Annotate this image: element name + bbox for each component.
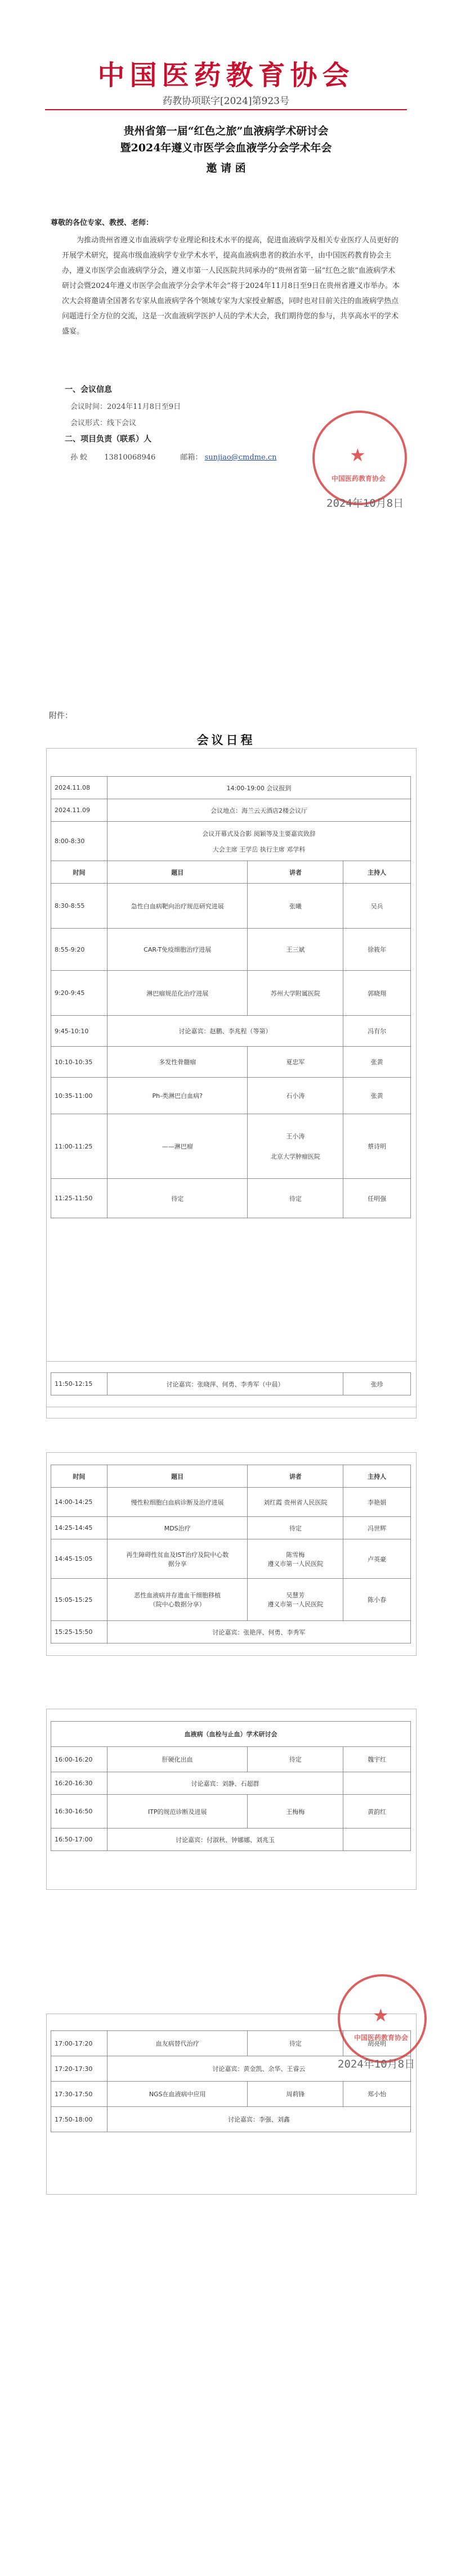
cell-topic: 血友病替代治疗 bbox=[107, 2031, 248, 2056]
col-header-topic: 题目 bbox=[107, 861, 248, 884]
cell-topic: ——淋巴瘤 bbox=[107, 1114, 248, 1179]
cell-time: 16:30-16:50 bbox=[51, 1795, 108, 1829]
table-header-row bbox=[51, 1465, 411, 1488]
cell-discussion: 讨论嘉宾：刘静、石超群 bbox=[107, 1772, 343, 1795]
event-title-line2: 暨2024年遵义市医学会血液学分会学术年会 bbox=[120, 142, 332, 154]
cell-host: 黄韵红 bbox=[343, 1795, 411, 1829]
table-row bbox=[51, 822, 411, 861]
table-row bbox=[51, 971, 411, 1016]
cell-discussion: 讨论嘉宾：赵鹏、李兆程（等第） bbox=[107, 1016, 343, 1047]
cell-time: 16:50-17:00 bbox=[51, 1829, 108, 1851]
section-meeting-info: 一、会议信息 bbox=[65, 385, 112, 394]
speaker-affiliation: 北京大学肿瘤医院 bbox=[270, 1153, 320, 1160]
contact-name: 孙 蛟 bbox=[70, 453, 88, 462]
cell-topic: 急性白血病靶向治疗规范研究进展 bbox=[107, 884, 248, 929]
event-title-line1: 贵州省第一届“红色之旅”血液病学术研讨会 bbox=[123, 125, 329, 137]
cell-host: 陈小春 bbox=[343, 1579, 411, 1621]
cell-time: 10:35-11:00 bbox=[51, 1078, 108, 1114]
table-row bbox=[51, 1179, 411, 1218]
cell-time: 17:50-18:00 bbox=[51, 2107, 108, 2132]
appendix-label: 附件： bbox=[49, 711, 73, 720]
table-row bbox=[51, 2107, 411, 2132]
cell-host-empty bbox=[343, 1829, 411, 1851]
cell-topic: 肝硬化出血 bbox=[107, 1747, 248, 1772]
col-header-time: 时间 bbox=[51, 1465, 108, 1488]
topic-line: 再生障碍性贫血及IST治疗及院中心数 bbox=[126, 1551, 229, 1559]
cell-topic: 慢性粒细胞白血病诊断及治疗进展 bbox=[107, 1488, 248, 1517]
cell-speaker: 待定 bbox=[248, 2031, 343, 2056]
cell-topic: MDS治疗 bbox=[107, 1517, 248, 1539]
table-row bbox=[51, 1795, 411, 1829]
session-title: 血液病（血栓与止血）学术研讨会 bbox=[51, 1722, 411, 1747]
cell-time: 15:25-15:50 bbox=[51, 1621, 108, 1643]
table-row bbox=[51, 1517, 411, 1539]
cell-discussion: 讨论嘉宾：张艳萍、何勇、李秀军 bbox=[107, 1621, 410, 1643]
cell-time: 17:20-17:30 bbox=[51, 2056, 108, 2082]
red-divider bbox=[45, 109, 407, 110]
cell-host: 蔡诗明 bbox=[343, 1114, 411, 1179]
cell-speaker bbox=[248, 1579, 343, 1621]
cell-host: 冯有尔 bbox=[343, 1016, 411, 1047]
opening-line2: 大会主席 王学岳 执行主席 邓学科 bbox=[212, 845, 306, 853]
table-header-row bbox=[51, 861, 411, 884]
schedule-table-afternoon bbox=[51, 1465, 411, 1643]
cell-topic: NGS在血液病中应用 bbox=[107, 2082, 248, 2107]
cell-speaker: 夏忠军 bbox=[248, 1047, 343, 1078]
cell-topic: CAR-T免疫细胞治疗进展 bbox=[107, 929, 248, 971]
cell-host: 郭晓翔 bbox=[343, 971, 411, 1016]
speaker-name: 吴慧芳 bbox=[286, 1592, 305, 1599]
table-row bbox=[51, 1722, 411, 1747]
cell-speaker: 待定 bbox=[248, 1517, 343, 1539]
cell-time: 14:25-14:45 bbox=[51, 1517, 108, 1539]
cell-time: 16:20-16:30 bbox=[51, 1772, 108, 1795]
cell-host: 徐筱年 bbox=[343, 929, 411, 971]
section-contact: 二、项目负责（联系）人 bbox=[65, 435, 151, 444]
cell-topic: Ph-类淋巴白血病? bbox=[107, 1078, 248, 1114]
table-row bbox=[51, 1539, 411, 1579]
cell-time: 11:25-11:50 bbox=[51, 1179, 108, 1218]
seal-text: 中国医药教育协会 bbox=[332, 475, 386, 483]
cell-speaker: 王三斌 bbox=[248, 929, 343, 971]
col-header-time: 时间 bbox=[51, 861, 108, 884]
cell-time: 17:30-17:50 bbox=[51, 2082, 108, 2107]
table-row bbox=[51, 1829, 411, 1851]
issue-date: 2024年10月8日 bbox=[326, 497, 404, 510]
document-number: 药教协项联字[2024]第923号 bbox=[163, 96, 289, 107]
cell-discussion: 讨论嘉宾：李强、刘鑫 bbox=[107, 2107, 410, 2132]
topic-line: 据分享 bbox=[168, 1560, 187, 1568]
opening-time: 8:00-8:30 bbox=[51, 822, 108, 861]
seal-star-icon: ★ bbox=[350, 444, 366, 466]
cell-discussion: 讨论嘉宾：黄金凯、余华、王睿云 bbox=[107, 2056, 410, 2082]
table-row bbox=[51, 1579, 411, 1621]
cell-topic: 待定 bbox=[107, 1179, 248, 1218]
venue-date: 2024.11.09 bbox=[51, 799, 108, 822]
table-row bbox=[51, 929, 411, 971]
table-row bbox=[51, 799, 411, 822]
speaker-affiliation: 遵义市第一人民医院 bbox=[267, 1601, 324, 1608]
table-row bbox=[51, 1488, 411, 1517]
speaker-name: 陈雪梅 bbox=[286, 1551, 305, 1559]
contact-email[interactable]: sunjiao@cmdme.cn bbox=[204, 453, 277, 462]
reg-time: 14:00-19:00 会议报到 bbox=[107, 777, 410, 799]
col-header-topic: 题目 bbox=[107, 1465, 248, 1488]
cell-time: 11:00-11:25 bbox=[51, 1114, 108, 1179]
table-row bbox=[51, 1772, 411, 1795]
cell-speaker: 周莉锋 bbox=[248, 2082, 343, 2107]
cell-topic bbox=[107, 1539, 248, 1579]
cell-topic: 多发性骨髓瘤 bbox=[107, 1047, 248, 1078]
cell-host: 张珍 bbox=[343, 1373, 411, 1395]
cell-speaker: 苏州大学附属医院 bbox=[248, 971, 343, 1016]
opening-line1: 会议开幕式及合影 阅颖等及主要嘉宾致辞 bbox=[202, 830, 316, 837]
cell-time: 8:55-9:20 bbox=[51, 929, 108, 971]
meeting-form: 会议形式：线下会议 bbox=[70, 419, 137, 427]
table-row bbox=[51, 1621, 411, 1643]
invitation-heading: 邀 请 函 bbox=[206, 162, 246, 174]
cell-time: 16:00-16:20 bbox=[51, 1747, 108, 1772]
cell-speaker: 石小涛 bbox=[248, 1078, 343, 1114]
cell-topic bbox=[107, 1579, 248, 1621]
cell-speaker bbox=[248, 1114, 343, 1179]
cell-speaker: 刘红霞 贵州省人民医院 bbox=[248, 1488, 343, 1517]
col-header-host: 主持人 bbox=[343, 1465, 411, 1488]
cell-host: 魏宇红 bbox=[343, 1747, 411, 1772]
speaker-name: 王小涛 bbox=[286, 1133, 305, 1140]
cell-host: 任明强 bbox=[343, 1179, 411, 1218]
contact-phone: 13810068946 bbox=[104, 453, 156, 462]
reg-date: 2024.11.08 bbox=[51, 777, 108, 799]
cell-host: 李艳娟 bbox=[343, 1488, 411, 1517]
table-row bbox=[51, 1747, 411, 1772]
cell-speaker bbox=[248, 1539, 343, 1579]
meeting-time: 会议时间：2024年11月8日至9日 bbox=[70, 403, 181, 411]
org-title: 中国医药教育协会 bbox=[97, 60, 355, 91]
seal-star-icon: ★ bbox=[373, 2005, 389, 2026]
schedule-table-morning bbox=[51, 776, 411, 1218]
venue: 会议地点：海兰云天酒店2楼会议厅 bbox=[107, 799, 410, 822]
contact-line bbox=[70, 451, 276, 462]
cell-discussion: 讨论嘉宾：张晓萍、何勇、李秀军（中晨） bbox=[107, 1373, 343, 1395]
table-row bbox=[51, 1114, 411, 1179]
opening-ceremony bbox=[107, 822, 410, 861]
table-row bbox=[51, 1373, 411, 1395]
seal-text: 中国医药教育协会 bbox=[354, 2034, 409, 2042]
cell-time: 14:00-14:25 bbox=[51, 1488, 108, 1517]
topic-line: 恶性血液病并存遗血干细胞移植 bbox=[134, 1592, 221, 1599]
email-label: 邮箱： bbox=[180, 453, 203, 462]
cell-time: 17:00-17:20 bbox=[51, 2031, 108, 2056]
cell-host: 吴兵 bbox=[343, 884, 411, 929]
cell-speaker: 待定 bbox=[248, 1747, 343, 1772]
schedule-title: 会议日程 bbox=[196, 733, 256, 747]
table-row bbox=[51, 1016, 411, 1047]
issue-date-bottom: 2024年10月8日 bbox=[338, 2058, 415, 2070]
cell-time: 8:30-8:55 bbox=[51, 884, 108, 929]
col-header-speaker: 讲者 bbox=[248, 861, 343, 884]
cell-topic: ITP的规范诊断及进展 bbox=[107, 1795, 248, 1829]
col-header-speaker: 讲者 bbox=[248, 1465, 343, 1488]
topic-line: （院中心数据分享） bbox=[149, 1601, 205, 1608]
official-seal bbox=[312, 411, 407, 505]
cell-discussion: 讨论嘉宾：付淑秋、钟娜娜、刘兆玉 bbox=[107, 1829, 343, 1851]
cell-host: 张黄 bbox=[343, 1047, 411, 1078]
cell-time: 9:20-9:45 bbox=[51, 971, 108, 1016]
invitation-paragraph: 为推动贵州省遵义市血液病学专业理论和技术水平的提高，促进血液病学及相关专业医疗人员更好的开展学术研究，提高市级血液病学专业学术水平，提高血液病患者的救治水平，由中国医药教育协会主办，遵义市医学会血液病学分会，遵义市第一人民医院共同承办的“贵州省第一届“红色之旅”血液病学术研讨会暨2024年遵义市医学会血液学分会学术年会”将于2024年11月8日至9日在贵州省遵义市举办。本次大会将邀请全国著名专家从血液病学各个领域专家为大家授业解惑，同时也对目前关注的血液病学热点问题进行全方位的交流，这是一次血液病学医护人员的学术大会，我们期待您的参与，共享高水平的学术盛宴。 bbox=[62, 236, 400, 336]
cell-host: 卢英豪 bbox=[343, 1539, 411, 1579]
cell-time: 11:50-12:15 bbox=[51, 1373, 108, 1395]
cell-host-empty bbox=[343, 1772, 411, 1795]
cell-time: 14:45-15:05 bbox=[51, 1539, 108, 1579]
speaker-affiliation: 遵义市第一人民医院 bbox=[267, 1560, 324, 1568]
official-seal-bottom bbox=[338, 1974, 427, 2063]
greeting: 尊敬的各位专家、教授、老师： bbox=[51, 219, 154, 227]
table-row bbox=[51, 884, 411, 929]
cell-time: 9:45-10:10 bbox=[51, 1016, 108, 1047]
schedule-table-noon-discussion bbox=[51, 1372, 411, 1395]
table-row bbox=[51, 2082, 411, 2107]
cell-topic: 淋巴瘤规范化治疗进展 bbox=[107, 971, 248, 1016]
table-row bbox=[51, 1047, 411, 1078]
cell-host: 郑小怡 bbox=[343, 2082, 411, 2107]
cell-host: 张黄 bbox=[343, 1078, 411, 1114]
cell-host: 冯世辉 bbox=[343, 1517, 411, 1539]
cell-speaker: 待定 bbox=[248, 1179, 343, 1218]
table-row bbox=[51, 1078, 411, 1114]
cell-host: 胡亮明 bbox=[343, 2031, 411, 2056]
cell-speaker: 张曦 bbox=[248, 884, 343, 929]
cell-time: 10:10-10:35 bbox=[51, 1047, 108, 1078]
cell-time: 15:05-15:25 bbox=[51, 1579, 108, 1621]
schedule-table-thrombosis bbox=[51, 1721, 411, 1851]
cell-speaker: 王梅梅 bbox=[248, 1795, 343, 1829]
col-header-host: 主持人 bbox=[343, 861, 411, 884]
table-row bbox=[51, 777, 411, 799]
